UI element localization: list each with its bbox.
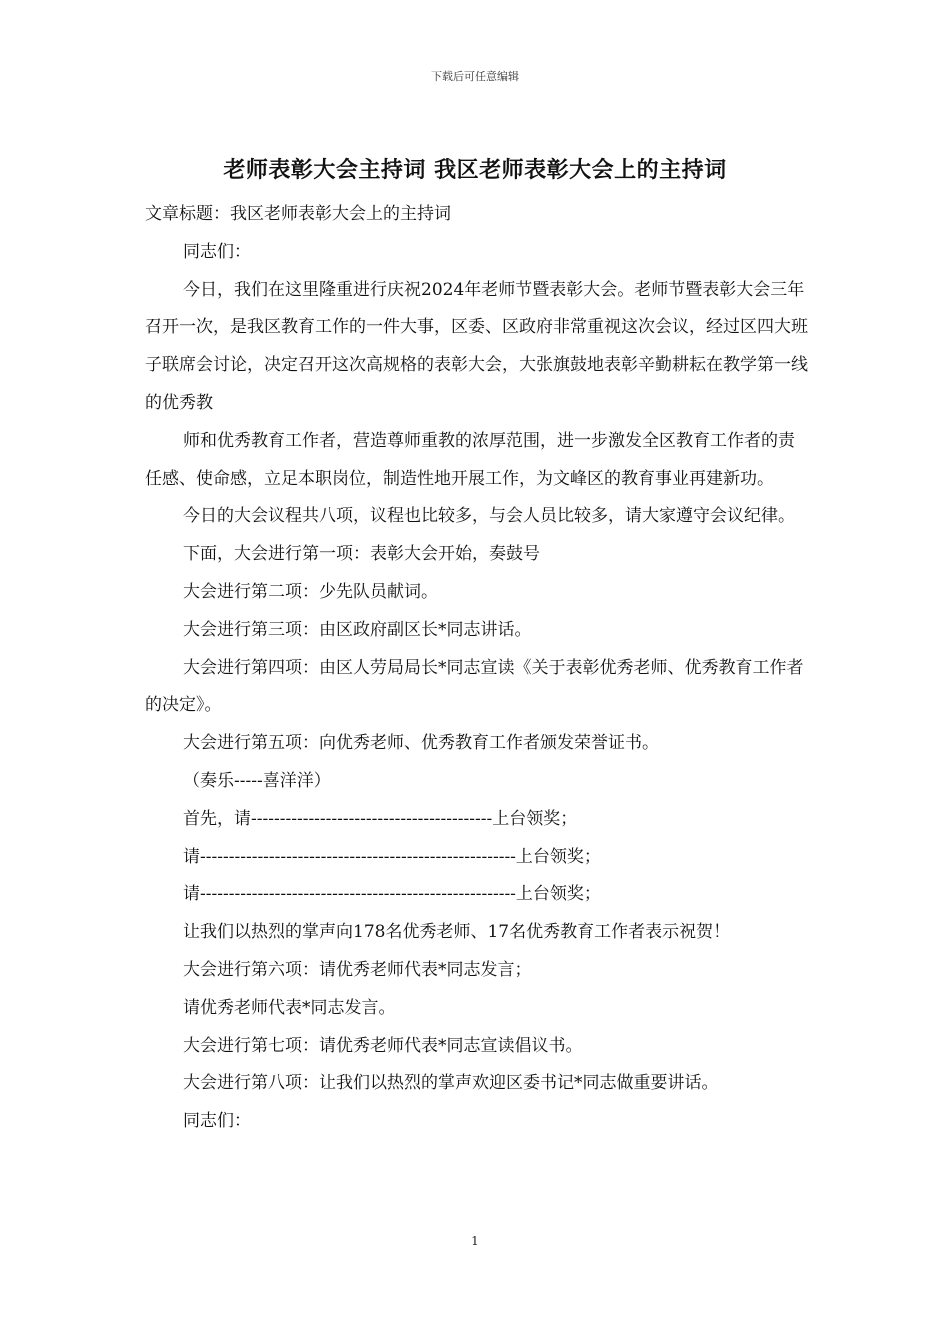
agenda-item: 大会进行第四项：由区人劳局局长*同志宣读《关于表彰优秀老师、优秀教育工作者的决定》。: [145, 657, 804, 716]
paragraph: 今日，我们在这里隆重进行庆祝2024年老师节暨表彰大会。老师节暨表彰大会三年召开一次，是我区教育工作的一件大事，区委、区政府非常重视这次会议，经过区四大班子联席会讨论，决定召开这次高规格的表彰大会，大张旗鼓地表彰辛勤耕耘在教学第一线的优秀教: [145, 279, 808, 413]
music-note: （奏乐-----喜洋洋）: [183, 770, 331, 791]
award-line: 请-------------------------------------------------------上台领奖；: [183, 846, 601, 867]
award-line: 请-------------------------------------------------------上台领奖；: [183, 884, 601, 905]
agenda-item: 下面，大会进行第一项：表彰大会开始，奏鼓号: [183, 544, 540, 565]
paragraph: 请优秀老师代表*同志发言。: [183, 997, 396, 1018]
agenda-item: 大会进行第七项：请优秀老师代表*同志宣读倡议书。: [183, 1035, 583, 1056]
salutation: 同志们：: [183, 241, 251, 262]
agenda-item: 大会进行第二项：少先队员献词。: [183, 581, 438, 602]
agenda-item: 大会进行第八项：让我们以热烈的掌声欢迎区委书记*同志做重要讲话。: [183, 1073, 719, 1094]
page-number: 1: [471, 1234, 479, 1248]
salutation: 同志们：: [183, 1111, 251, 1132]
page-header-note: 下载后可任意编辑: [431, 70, 519, 83]
paragraph: 师和优秀教育工作者，营造尊师重教的浓厚范围，进一步激发全区教育工作者的责任感、使命感，立足本职岗位，制造性地开展工作，为文峰区的教育事业再建新功。: [145, 430, 795, 489]
agenda-item: 大会进行第五项：向优秀老师、优秀教育工作者颁发荣誉证书。: [183, 733, 659, 754]
document-body: [145, 196, 810, 1141]
agenda-item: 大会进行第六项：请优秀老师代表*同志发言；: [183, 959, 532, 980]
paragraph: 今日的大会议程共八项，议程也比较多，与会人员比较多，请大家遵守会议纪律。: [183, 506, 795, 527]
award-line: 首先，请------------------------------------------上台领奖；: [183, 808, 578, 829]
agenda-item: 大会进行第三项：由区政府副区长*同志讲话。: [183, 619, 532, 640]
document-title: 老师表彰大会主持词 我区老师表彰大会上的主持词: [223, 157, 727, 183]
article-title-line: 文章标题：我区老师表彰大会上的主持词: [145, 204, 451, 224]
paragraph: 让我们以热烈的掌声向178名优秀老师、17名优秀教育工作者表示祝贺！: [183, 922, 731, 943]
